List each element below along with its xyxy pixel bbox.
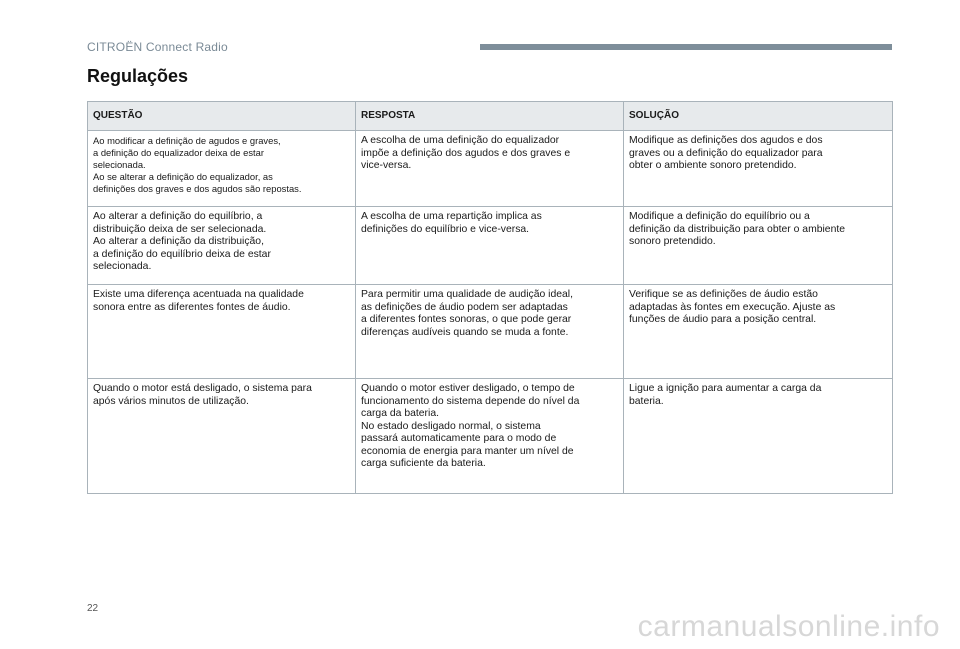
brand-header-label: CITROËN Connect Radio: [87, 40, 228, 54]
answer-cell: [356, 131, 624, 207]
cell-line: funções de áudio para a posição central.: [629, 314, 817, 325]
cell-line: a definição do equilíbrio deixa de estar: [93, 248, 271, 260]
cell-line: selecionada.: [93, 159, 146, 170]
cell-line: Existe uma diferença acentuada na qualidade: [93, 289, 304, 300]
cell-line: Ao se alterar a definição do equalizador, as: [93, 171, 273, 182]
cell-line: Quando o motor está desligado, o sistema para: [93, 383, 312, 394]
watermark: carmanualsonline.info: [637, 610, 940, 643]
cell-line: após vários minutos de utilização.: [93, 395, 249, 407]
cell-line: definição da distribuição para obter o ambiente: [629, 223, 846, 235]
cell-line: sonora entre as diferentes fontes de áudio.: [93, 301, 291, 313]
cell-line: definições dos graves e dos agudos são repostas.: [93, 183, 302, 194]
page-title: Regulações: [87, 66, 189, 86]
cell-line: vice-versa.: [361, 160, 412, 171]
column-header-answer: RESPOSTA: [356, 102, 624, 131]
question-cell: [88, 285, 356, 379]
cell-line: Quando o motor estiver desligado, o tempo de: [361, 383, 575, 394]
cell-line: A escolha de uma definição do equalizador: [361, 135, 560, 146]
cell-line: a definição do equalizador deixa de estar: [93, 147, 264, 158]
cell-line: Verifique se as definições de áudio estão: [629, 289, 818, 300]
cell-line: No estado desligado normal, o sistema: [361, 420, 541, 432]
table-row: [88, 379, 893, 494]
cell-line: carga suficiente da bateria.: [361, 458, 486, 469]
cell-line: Modifique as definições dos agudos e dos: [629, 135, 823, 146]
solution-cell: [624, 207, 893, 285]
question-cell: [88, 379, 356, 494]
table-row: [88, 285, 893, 379]
cell-line: diferenças audíveis quando se muda a fonte.: [361, 326, 569, 338]
cell-line: Ao modificar a definição de agudos e graves,: [93, 135, 281, 146]
question-cell: [88, 131, 356, 207]
cell-line: bateria.: [629, 395, 664, 407]
cell-line: economia de energia para manter um nível de: [361, 445, 574, 457]
cell-line: definições do equilíbrio e vice-versa.: [361, 223, 530, 235]
cell-line: impõe a definição dos agudos e dos graves e: [361, 147, 571, 159]
header-accent-bar: [480, 44, 892, 50]
cell-line: obter o ambiente sonoro pretendido.: [629, 160, 797, 171]
faq-table: [87, 101, 893, 494]
solution-cell: [624, 379, 893, 494]
answer-cell: [356, 379, 624, 494]
cell-line: Modifique a definição do equilíbrio ou a: [629, 211, 810, 222]
table-header-row: [88, 102, 893, 131]
cell-line: adaptadas às fontes em execução. Ajuste as: [629, 301, 836, 313]
table-row: [88, 131, 893, 207]
cell-line: as definições de áudio podem ser adaptadas: [361, 301, 568, 313]
cell-line: passará automaticamente para o modo de: [361, 433, 557, 444]
column-header-solution: SOLUÇÃO: [624, 102, 893, 131]
cell-line: distribuição deixa de ser selecionada.: [93, 223, 267, 235]
column-header-question: QUESTÃO: [88, 102, 356, 131]
cell-line: graves ou a definição do equalizador para: [629, 147, 823, 159]
solution-cell: [624, 285, 893, 379]
question-cell: [88, 207, 356, 285]
page-number: 22: [87, 603, 99, 614]
cell-line: funcionamento do sistema depende do nível da: [361, 395, 580, 407]
cell-line: selecionada.: [93, 261, 152, 272]
cell-line: Para permitir uma qualidade de audição ideal,: [361, 289, 573, 300]
cell-line: A escolha de uma repartição implica as: [361, 211, 542, 222]
cell-line: a diferentes fontes sonoras, o que pode gerar: [361, 314, 572, 325]
table-row: [88, 207, 893, 285]
solution-cell: [624, 131, 893, 207]
cell-line: carga da bateria.: [361, 408, 439, 419]
cell-line: Ao alterar a definição da distribuição,: [93, 236, 264, 247]
answer-cell: [356, 207, 624, 285]
cell-line: Ligue a ignição para aumentar a carga da: [629, 383, 822, 394]
cell-line: Ao alterar a definição do equilíbrio, a: [93, 211, 263, 222]
answer-cell: [356, 285, 624, 379]
cell-line: sonoro pretendido.: [629, 236, 716, 247]
